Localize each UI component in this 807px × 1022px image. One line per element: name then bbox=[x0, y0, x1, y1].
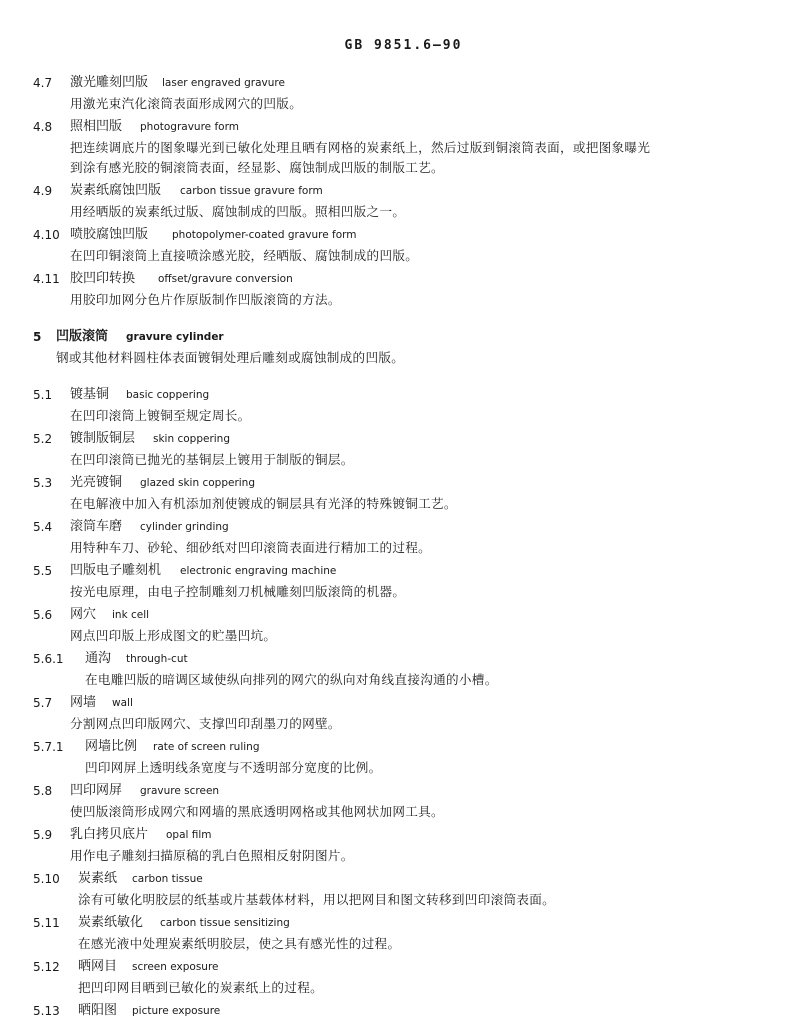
term-entry-4-8 bbox=[0, 116, 807, 178]
term-entry-5-4 bbox=[0, 516, 807, 558]
section-english: gravure cylinder bbox=[126, 331, 224, 343]
term-definition: 把连续调底片的图象曝光到已敏化处理且晒有网格的炭素纸上，然后过版到铜滚筒表面，或把图象曝光到涂有感光胶的铜滚筒表面，经显影、腐蚀制成凹版的制版工艺。 bbox=[70, 140, 651, 175]
term-number: 5.1 bbox=[33, 388, 53, 402]
term-english: opal film bbox=[166, 829, 212, 841]
term-english: glazed skin coppering bbox=[140, 477, 255, 489]
term-entry-5-3 bbox=[0, 472, 807, 514]
term-entry-5-5 bbox=[0, 560, 807, 602]
term-entry-5-8 bbox=[0, 780, 807, 822]
term-chinese: 凹印网屏 bbox=[70, 783, 123, 798]
term-definition: 用经晒版的炭素纸过版、腐蚀制成的凹版。照相凹版之一。 bbox=[70, 204, 406, 219]
term-entry-5-1 bbox=[0, 384, 807, 426]
term-definition: 把凹印网目晒到已敏化的炭素纸上的过程。 bbox=[78, 980, 323, 995]
term-english: carbon tissue gravure form bbox=[180, 185, 323, 197]
term-number: 5.12 bbox=[33, 960, 60, 974]
term-number: 5.4 bbox=[33, 520, 53, 534]
term-number: 4.8 bbox=[33, 120, 53, 134]
term-chinese: 通沟 bbox=[85, 651, 112, 666]
term-entry-5-2 bbox=[0, 428, 807, 470]
term-number: 5.7.1 bbox=[33, 740, 64, 754]
term-english: rate of screen ruling bbox=[153, 741, 260, 753]
term-english: ink cell bbox=[112, 609, 150, 621]
term-list bbox=[0, 72, 807, 1022]
term-english: through-cut bbox=[126, 653, 188, 665]
term-definition: 在感光液中处理炭素纸明胶层，使之具有感光性的过程。 bbox=[78, 936, 401, 951]
term-chinese: 胶凹印转换 bbox=[70, 271, 136, 286]
term-number: 4.10 bbox=[33, 228, 60, 242]
term-chinese: 炭素纸 bbox=[78, 871, 118, 886]
term-number: 5.10 bbox=[33, 872, 60, 886]
term-number: 5.3 bbox=[33, 476, 53, 490]
term-entry-4-10 bbox=[0, 224, 807, 266]
term-number: 5.9 bbox=[33, 828, 53, 842]
term-english: skin coppering bbox=[153, 433, 231, 445]
term-english: photopolymer-coated gravure form bbox=[172, 229, 357, 241]
term-chinese: 乳白拷贝底片 bbox=[70, 827, 149, 842]
term-definition: 在电解液中加入有机添加剂使镀成的铜层具有光泽的特殊镀铜工艺。 bbox=[70, 496, 457, 511]
term-entry-4-7 bbox=[0, 72, 807, 114]
term-definition: 网点凹印版上形成图文的贮墨凹坑。 bbox=[70, 628, 277, 643]
term-chinese: 照相凹版 bbox=[70, 119, 123, 134]
term-chinese: 镀基铜 bbox=[70, 387, 110, 402]
term-english: carbon tissue bbox=[132, 873, 203, 885]
term-definition: 在凹印滚筒上镀铜至规定周长。 bbox=[70, 408, 251, 423]
term-entry-5-7-1 bbox=[0, 736, 807, 778]
term-number: 5.6 bbox=[33, 608, 53, 622]
term-chinese: 炭素纸腐蚀凹版 bbox=[70, 183, 162, 198]
page-header: GB 9851.6—90 bbox=[344, 38, 463, 53]
section-entry-5 bbox=[0, 326, 807, 368]
term-english: cylinder grinding bbox=[140, 521, 229, 533]
term-number: 4.7 bbox=[33, 76, 53, 90]
term-number: 5.5 bbox=[33, 564, 53, 578]
section-number: 5 bbox=[33, 330, 42, 344]
term-entry-4-9 bbox=[0, 180, 807, 222]
term-chinese: 炭素纸敏化 bbox=[78, 915, 144, 930]
term-chinese: 凹版电子雕刻机 bbox=[70, 563, 162, 578]
term-entry-5-10 bbox=[0, 868, 807, 910]
term-definition: 用激光束汽化滚筒表面形成网穴的凹版。 bbox=[70, 96, 303, 111]
term-english: laser engraved gravure bbox=[162, 77, 285, 89]
term-chinese: 晒网目 bbox=[78, 959, 118, 974]
term-number: 4.11 bbox=[33, 272, 60, 286]
term-english: screen exposure bbox=[132, 961, 219, 973]
term-number: 5.8 bbox=[33, 784, 53, 798]
term-chinese: 光亮镀铜 bbox=[70, 475, 123, 490]
term-entry-4-11 bbox=[0, 268, 807, 310]
term-entry-5-12 bbox=[0, 956, 807, 998]
term-definition: 用作电子雕刻扫描原稿的乳白色照相反射阴图片。 bbox=[70, 848, 354, 863]
term-number: 5.2 bbox=[33, 432, 53, 446]
term-english: basic coppering bbox=[126, 389, 210, 401]
term-number: 5.6.1 bbox=[33, 652, 64, 666]
term-english: electronic engraving machine bbox=[180, 565, 337, 577]
section-definition: 钢或其他材料圆柱体表面镀铜处理后雕刻或腐蚀制成的凹版。 bbox=[56, 350, 405, 365]
term-english: wall bbox=[112, 697, 133, 709]
term-chinese: 网穴 bbox=[70, 607, 97, 622]
term-definition: 在凹印滚筒已抛光的基铜层上镀用于制版的铜层。 bbox=[70, 452, 354, 467]
term-english: carbon tissue sensitizing bbox=[160, 917, 290, 929]
term-definition: 按光电原理，由电子控制雕刻刀机械雕刻凹版滚筒的机器。 bbox=[70, 584, 406, 599]
term-english: picture exposure bbox=[132, 1005, 221, 1017]
term-definition: 凹印网屏上透明线条宽度与不透明部分宽度的比例。 bbox=[85, 760, 382, 775]
term-english: gravure screen bbox=[140, 785, 220, 797]
term-chinese: 网墙比例 bbox=[85, 739, 138, 754]
term-chinese: 网墙 bbox=[70, 695, 97, 710]
term-chinese: 喷胶腐蚀凹版 bbox=[70, 227, 149, 242]
term-chinese: 晒阳图 bbox=[78, 1003, 118, 1018]
term-entry-5-7 bbox=[0, 692, 807, 734]
term-entry-5-6 bbox=[0, 604, 807, 646]
term-definition: 使凹版滚筒形成网穴和网墙的黑底透明网格或其他网状加网工具。 bbox=[70, 804, 444, 819]
term-english: photogravure form bbox=[140, 121, 239, 133]
section-chinese: 凹版滚筒 bbox=[56, 329, 109, 344]
term-definition: 涂有可敏化明胶层的纸基或片基载体材料，用以把网目和图文转移到凹印滚筒表面。 bbox=[78, 892, 556, 907]
term-entry-5-13 bbox=[0, 1000, 807, 1022]
term-definition: 分割网点凹印版网穴、支撑凹印刮墨刀的网壁。 bbox=[70, 716, 341, 731]
term-number: 5.7 bbox=[33, 696, 53, 710]
term-number: 5.13 bbox=[33, 1004, 60, 1018]
term-chinese: 激光雕刻凹版 bbox=[70, 75, 149, 90]
term-number: 5.11 bbox=[33, 916, 60, 930]
term-entry-5-11 bbox=[0, 912, 807, 954]
term-chinese: 镀制版铜层 bbox=[70, 431, 136, 446]
term-definition: 用胶印加网分色片作原版制作凹版滚筒的方法。 bbox=[70, 292, 341, 307]
term-number: 4.9 bbox=[33, 184, 53, 198]
term-english: offset/gravure conversion bbox=[158, 273, 293, 285]
term-chinese: 滚筒车磨 bbox=[70, 519, 123, 534]
term-definition: 在电雕凹版的暗调区域使纵向排列的网穴的纵向对角线直接沟通的小槽。 bbox=[85, 672, 498, 687]
term-definition: 用特种车刀、砂轮、细砂纸对凹印滚筒表面进行精加工的过程。 bbox=[70, 540, 432, 555]
term-entry-5-6-1 bbox=[0, 648, 807, 690]
term-definition: 在凹印铜滚筒上直接喷涂感光胶，经晒版、腐蚀制成的凹版。 bbox=[70, 248, 419, 263]
term-entry-5-9 bbox=[0, 824, 807, 866]
